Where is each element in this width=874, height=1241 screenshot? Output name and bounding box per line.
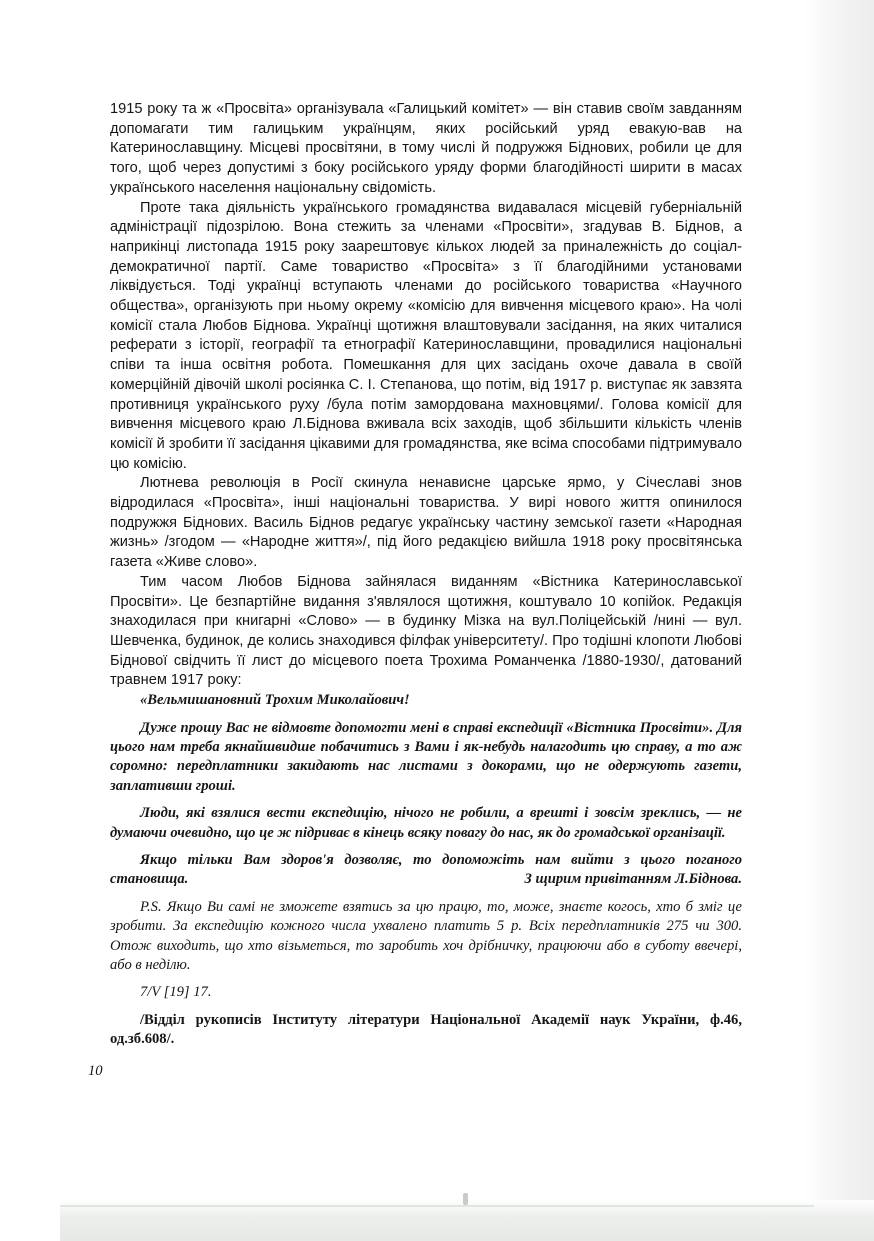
letter-closing-text: Якщо тільки Вам здоров'я дозволяє, то допоможіть нам вийти з цього поганого становища. [110, 851, 742, 888]
page-number: 10 [88, 1063, 103, 1079]
letter-salutation: «Вельмишановний Трохим Миколайович! [140, 692, 410, 709]
page-fold-line [60, 1205, 814, 1207]
paragraph-2: Проте така діяльність українського громадянства видавалася місцевій губерніальній адміністрації підозрілою. Вона стежить за членами «Просвіти», згадував В. Біднов, а наприкінці листопада 1915 року заарештовує кількох людей за приналежність до соціал-демократичної партії. Саме товариство «Просвіта» з її благодійними установами ліквідується. Тоді українці вступають членами до російського товариства «Научного общества», організують при ньому окрему «комісію для вивчення місцевого краю». На чолі комісії стала Любов Біднова. Українці щотижня влаштовували засідання, на яких читалися реферати з історії, географії та етнографії Катеринославщини, провадилися національні співи та інша освітня робота. Помешкання для цих засідань охоче давала в своїй комерційній дівочій школі росіянка С. І. Степанова, що потім, від 1917 р. виступає як завзята противниця українського руху /була потім замордована махновцями/. Голова комісії для вивчення місцевого краю Л.Біднова вживала всіх заходів, щоб збільшити кількість членів комісії й зробити її засідання цікавими для громадянства, яке всіма способами підтримувало цю комісію. [110, 199, 742, 472]
binding-mark [463, 1193, 468, 1205]
paragraph-3: Лютнева революція в Росії скинула ненависне царське ярмо, у Січеславі знов відродилася «Просвіта», інші національні товариства. У вирі нового життя опинилося подружжя Біднових. Василь Біднов редагує українську частину земської газети «Народная жизнь» /згодом — «Народне життя»/, під його редакцією вийшла 1918 року просвітянська газета «Живе слово». [110, 475, 742, 571]
letter-signoff: З щирим привітанням Л.Біднова. [524, 871, 742, 888]
paragraph-1: 1915 року та ж «Просвіта» організувала «Галицький комітет» — він ставив своїм завданням допомагати тим галицьким українцям, яких російський уряд евакую-вав на Катеринославщину. Місцеві просвітяни, в тому числі й подружжя Біднових, робили це для того, щоб через допустимі з боку російського уряду форми благодійності ширити в масах українського населення національну свідомість. [110, 101, 742, 196]
archive-source-reference: /Відділ рукописів Інституту літератури Національної Академії наук України, ф.46, од.зб.608/. [110, 1011, 742, 1048]
letter-postscript: P.S. Якщо Ви самі не зможете взятись за цю працю, то, може, знаєте когось, хто б зміг це зробити. За експедицію кожного числа ухвалено платить 5 р. Всіх передплатників 275 чи 300. Отож виходить, що хто візьметься, то заробить хоч дрібничку, працюючи або в суботу ввечері, або в неділю. [110, 898, 742, 973]
page-text-block [110, 100, 742, 1050]
letter-quote [110, 691, 742, 1003]
letter-date: 7/V [19] 17. [140, 984, 212, 1001]
page-edge-shadow-right [804, 0, 874, 1241]
letter-paragraph-2: Люди, які взялися вести експедицію, нічого не робили, а врешті і зовсім зреклись, — не думаючи очевидно, що це ж підриває в кінець всяку повагу до нас, як до громадської організації. [110, 805, 742, 841]
letter-closing [110, 851, 742, 890]
letter-paragraph-1: Дуже прошу Вас не відмовте допомогти мені в справі експедиції «Вістника Просвіти». Для цього нам треба якнайшвидше побачитись з Вами і як-небудь налагодить цю справу, а то аж соромно: передплатники закидають нас листами з докорами, що не одержують газети, заплативши гроші. [110, 719, 742, 794]
paragraph-4: Тим часом Любов Біднова зайнялася виданням «Вістника Катеринославської Просвіти». Це безпартійне видання з'являлося щотижня, коштувало 10 копійок. Редакція знаходилася при книгарні «Слово» — в будинку Мізка на вул.Поліцейській /нині — вул. Шевченка, будинок, де колись знаходився філфак університету/. Про тодішні клопоти Любові Біднової свідчить її лист до місцевого поета Трохима Романченка /1880-1930/, датований травнем 1917 року: [110, 573, 742, 689]
